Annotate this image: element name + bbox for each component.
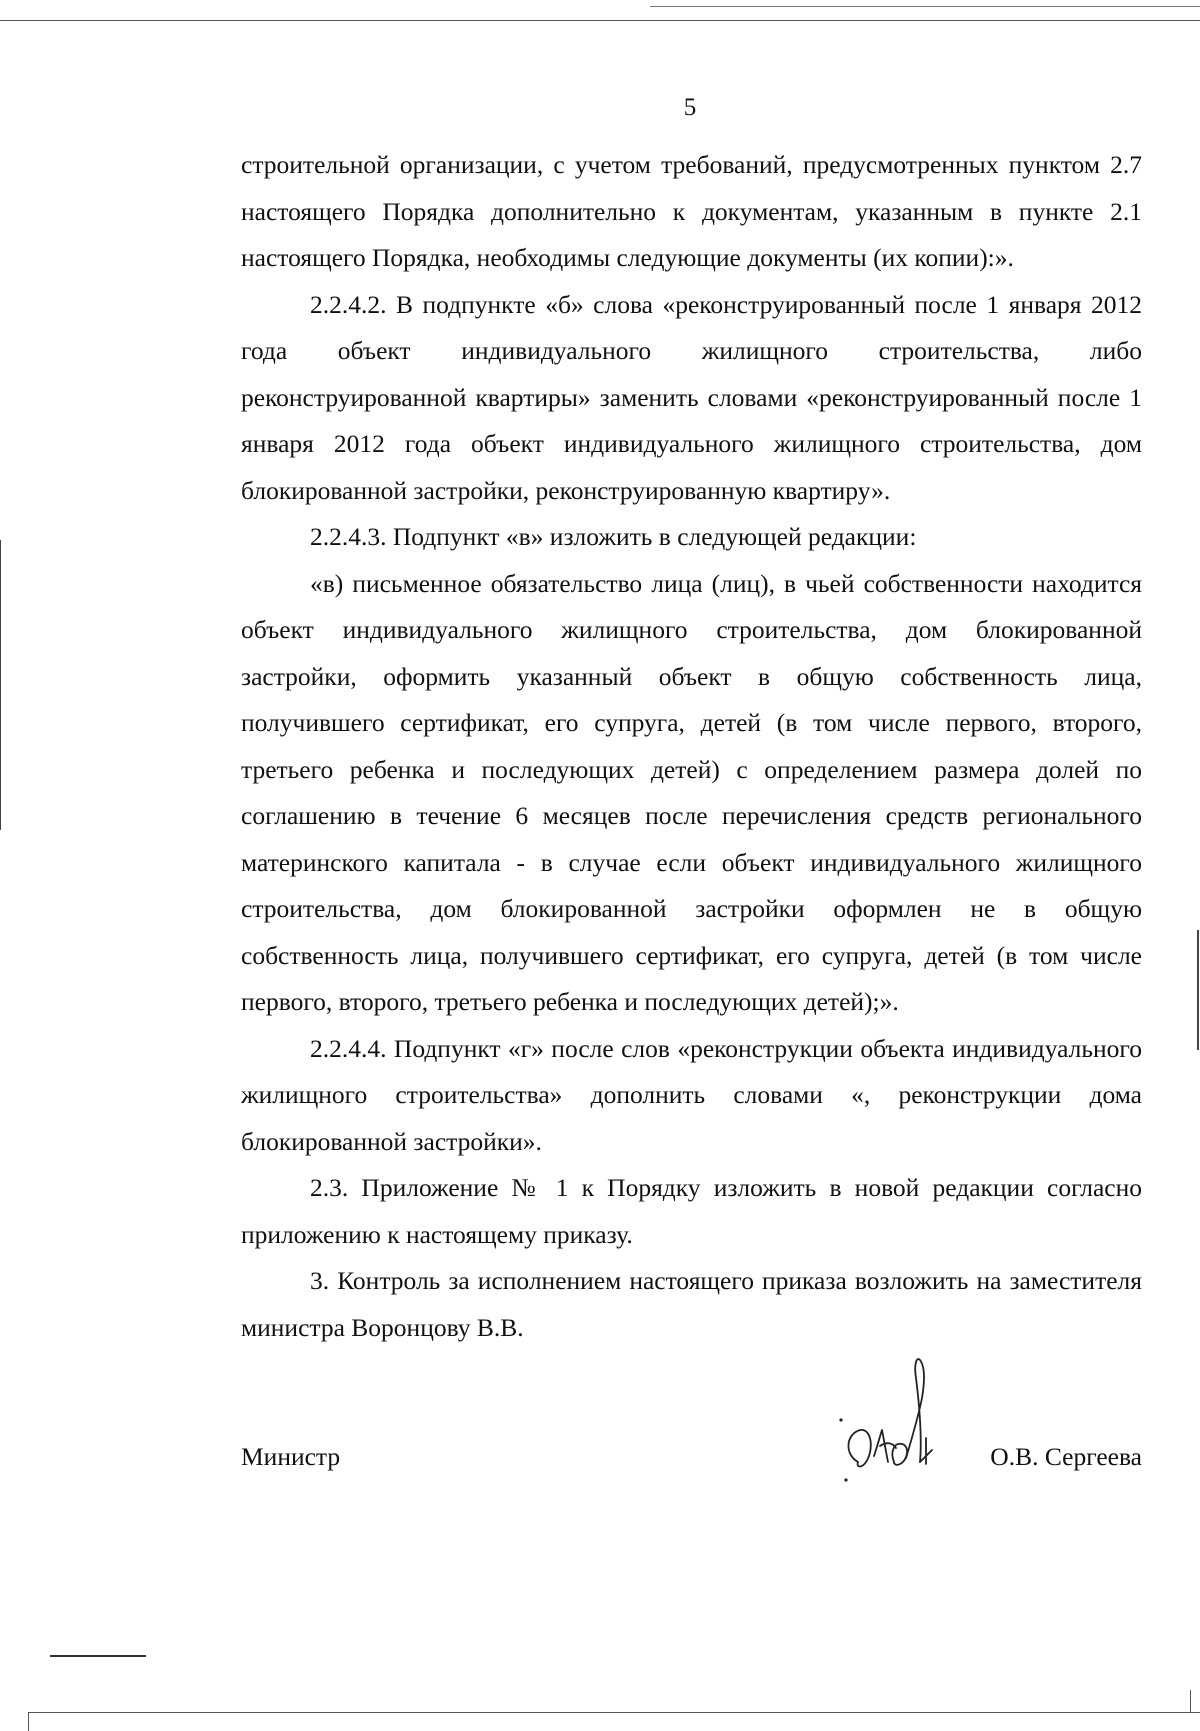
paragraph-3: 3. Контроль за исполнением настоящего приказа возложить на заместителя министра Воронцову В.В.	[241, 1266, 1142, 1342]
paragraph-2-2-4-2: 2.2.4.2. В подпункте «б» слова «реконструированный после 1 января 2012 года объект индивидуального жилищного строительства, либо реконструированной квартиры» заменить словами «реконструированный после 1 января 2012 года объект индивидуального жилищного строительства, дом блокированной застройки, реконструированную квартиру».	[241, 289, 1142, 505]
right-edge-line	[1197, 930, 1199, 1050]
bottom-left-corner-line	[28, 1712, 29, 1731]
page-number: 5	[683, 94, 697, 121]
bottom-right-corner-line	[1190, 1690, 1191, 1712]
paragraph-continuation: строительной организации, с учетом требований, предусмотренных пунктом 2.7 настоящего Порядка дополнительно к документам, указанным в пункте 2.1 настоящего Порядка, необходимы следующие документы (их копии):».	[241, 150, 1142, 272]
document-body	[241, 142, 1142, 1351]
paragraph-2-3: 2.3. Приложение № 1 к Порядку изложить в новой редакции согласно приложению к настоящему приказу.	[241, 1173, 1142, 1249]
bottom-left-dash	[50, 1655, 146, 1657]
paragraph-2-2-4-4: 2.2.4.4. Подпункт «г» после слов «реконструкции объекта индивидуального жилищного строительства» дополнить словами «, реконструкции дома блокированной застройки».	[241, 1033, 1142, 1156]
left-edge-line	[0, 540, 1, 830]
signatory-role: Министр	[241, 1442, 341, 1471]
top-right-edge-line	[650, 6, 1200, 7]
top-border-line	[0, 20, 1200, 21]
paragraph-2-2-4-3: 2.2.4.3. Подпункт «в» изложить в следующей редакции:	[310, 522, 917, 551]
bottom-border-line	[28, 1712, 1200, 1713]
paragraph-subitem-v: «в) письменное обязательство лица (лиц), в чьей собственности находится объект индивидуального жилищного строительства, дом блокированной застройки, оформить указанный объект в общую собственность лица, получившего сертификат, его супруга, детей (в том числе первого, второго, третьего ребенка и последующих детей) с определением размера долей по соглашению в течение 6 месяцев после перечисления средств регионального материнского капитала - в случае если объект индивидуального жилищного строительства, дом блокированной застройки оформлен не в общую собственность лица, получившего сертификат, его супруга, детей (в том числе первого, второго, третьего ребенка и последующих детей);».	[241, 568, 1142, 1016]
signatory-name: О.В. Сергеева	[990, 1442, 1142, 1471]
handwritten-signature	[836, 1358, 976, 1498]
signature-block	[241, 1442, 1142, 1482]
